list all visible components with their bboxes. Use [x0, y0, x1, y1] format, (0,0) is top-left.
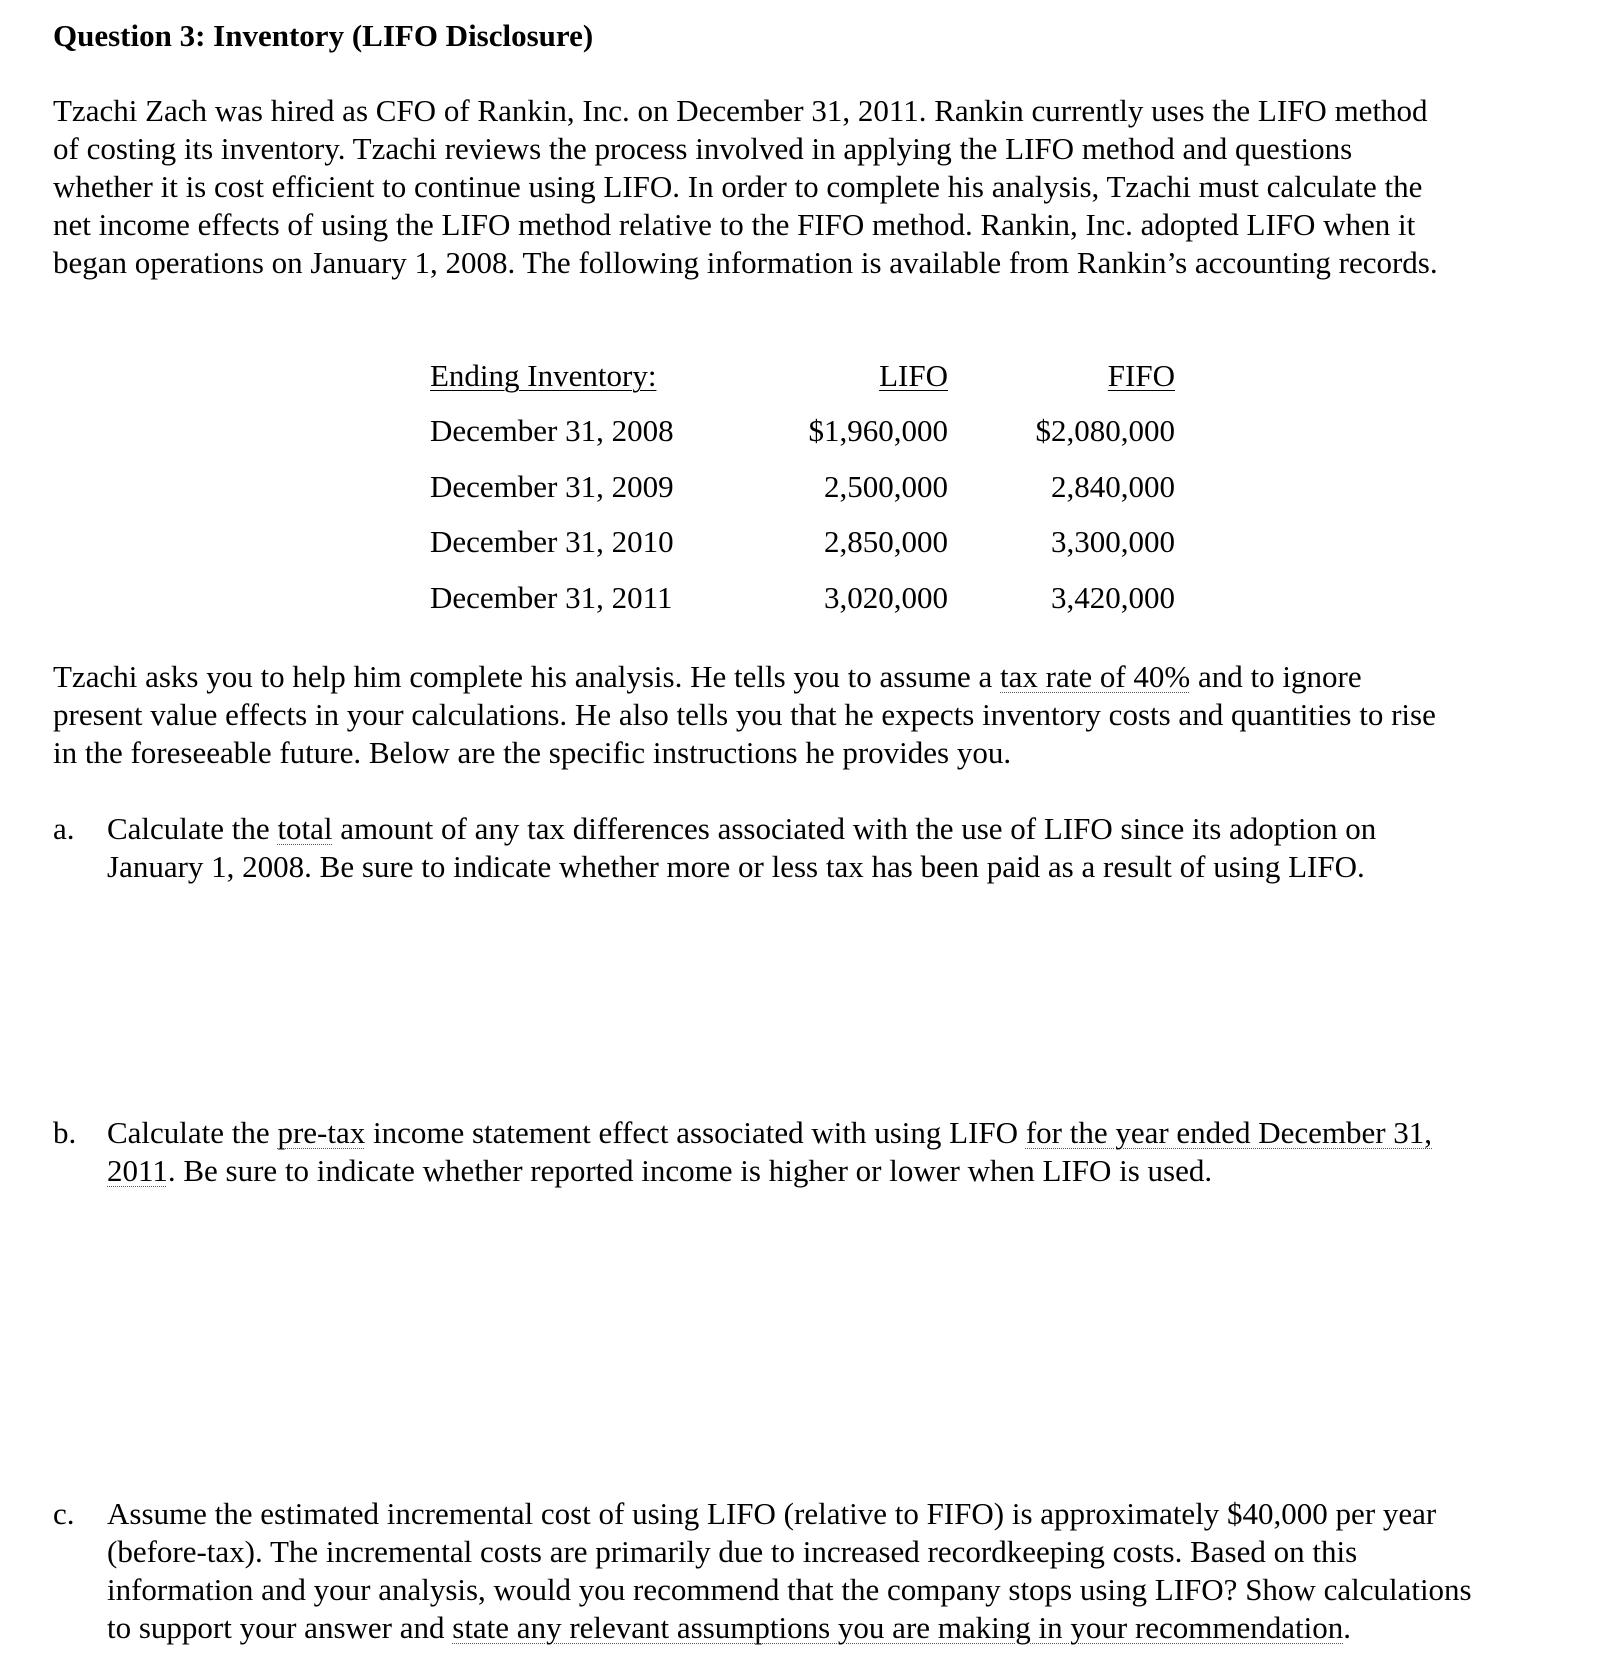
table-row-label: December 31, 2010	[430, 524, 674, 559]
question-letter: a.	[53, 811, 75, 846]
intro-line: of costing its inventory. Tzachi reviews the process involved in applying the LIFO method and questions	[53, 131, 1353, 166]
underlined-text: state any relevant assumptions you are making in your recommendation	[452, 1610, 1344, 1645]
intro-line: began operations on January 1, 2008. The following information is available from Rankin’s accounting records.	[53, 245, 1438, 280]
table-header-fifo: FIFO	[1107, 358, 1175, 393]
underlined-text: total	[277, 811, 333, 846]
table-cell-lifo: 2,850,000	[824, 524, 948, 559]
intro-line: whether it is cost efficient to continue using LIFO. In order to complete his analysis, Tzachi must calculate the	[53, 169, 1423, 204]
question-body	[107, 1495, 1472, 1647]
text-run: . Be sure to indicate whether reported income is higher or lower when LIFO is used.	[167, 1153, 1213, 1188]
table-cell-fifo: 3,300,000	[1051, 524, 1175, 559]
text-run: amount of any tax differences associated with the use of LIFO since its adoption on	[332, 811, 1377, 846]
text-run: Calculate the	[107, 811, 278, 846]
text-run: .	[1343, 1610, 1352, 1645]
text-run: and to ignore	[1190, 659, 1362, 694]
question-body	[107, 810, 1376, 886]
table-cell-lifo: 3,020,000	[824, 580, 948, 615]
question-line: Assume the estimated incremental cost of using LIFO (relative to FIFO) is approximately $40,000 per year	[107, 1496, 1437, 1531]
underlined-text: tax rate of 40%	[1000, 659, 1191, 694]
question-line: information and your analysis, would you recommend that the company stops using LIFO? Show calculations	[107, 1572, 1472, 1607]
intro-line: Tzachi Zach was hired as CFO of Rankin, Inc. on December 31, 2011. Rankin currently uses the LIFO method	[53, 93, 1428, 128]
question-letter: b.	[53, 1115, 77, 1150]
question-line	[107, 1609, 1472, 1647]
underlined-text: for the year ended December 31,	[1025, 1115, 1433, 1150]
question-line: January 1, 2008. Be sure to indicate whether more or less tax has been paid as a result of using LIFO.	[107, 849, 1365, 884]
question-line	[107, 1114, 1432, 1152]
question-letter: c.	[53, 1496, 75, 1531]
instructions-paragraph	[53, 658, 1436, 772]
table-header-lifo: LIFO	[879, 358, 948, 393]
instructions-line: in the foreseeable future. Below are the specific instructions he provides you.	[53, 735, 1012, 770]
table-row-label: December 31, 2009	[430, 469, 674, 504]
table-cell-fifo: 2,840,000	[1051, 469, 1175, 504]
question-line	[107, 810, 1376, 848]
table-cell-fifo: $2,080,000	[1035, 413, 1175, 448]
table-cell-lifo: $1,960,000	[808, 413, 948, 448]
intro-paragraph	[53, 92, 1438, 282]
table-row-label: December 31, 2008	[430, 413, 674, 448]
underlined-text: pre-tax	[277, 1115, 366, 1150]
question-body	[107, 1114, 1432, 1190]
table-cell-fifo: 3,420,000	[1051, 580, 1175, 615]
question-line	[107, 1152, 1432, 1190]
table-cell-lifo: 2,500,000	[824, 469, 948, 504]
table-row-label: December 31, 2011	[430, 580, 673, 615]
instructions-line: present value effects in your calculations. He also tells you that he expects inventory costs and quantities to rise	[53, 697, 1436, 732]
question-title: Question 3: Inventory (LIFO Disclosure)	[53, 18, 594, 53]
underlined-text: 2011	[107, 1153, 168, 1188]
text-run: Tzachi asks you to help him complete his analysis. He tells you to assume a	[53, 659, 1001, 694]
text-run: to support your answer and	[107, 1610, 453, 1645]
intro-line: net income effects of using the LIFO method relative to the FIFO method. Rankin, Inc. adopted LIFO when it	[53, 207, 1416, 242]
table-header-label: Ending Inventory:	[430, 358, 657, 393]
question-line: (before-tax). The incremental costs are primarily due to increased recordkeeping costs. Based on this	[107, 1534, 1358, 1569]
instructions-line	[53, 658, 1436, 696]
text-run: Calculate the	[107, 1115, 278, 1150]
text-run: income statement effect associated with using LIFO	[365, 1115, 1026, 1150]
